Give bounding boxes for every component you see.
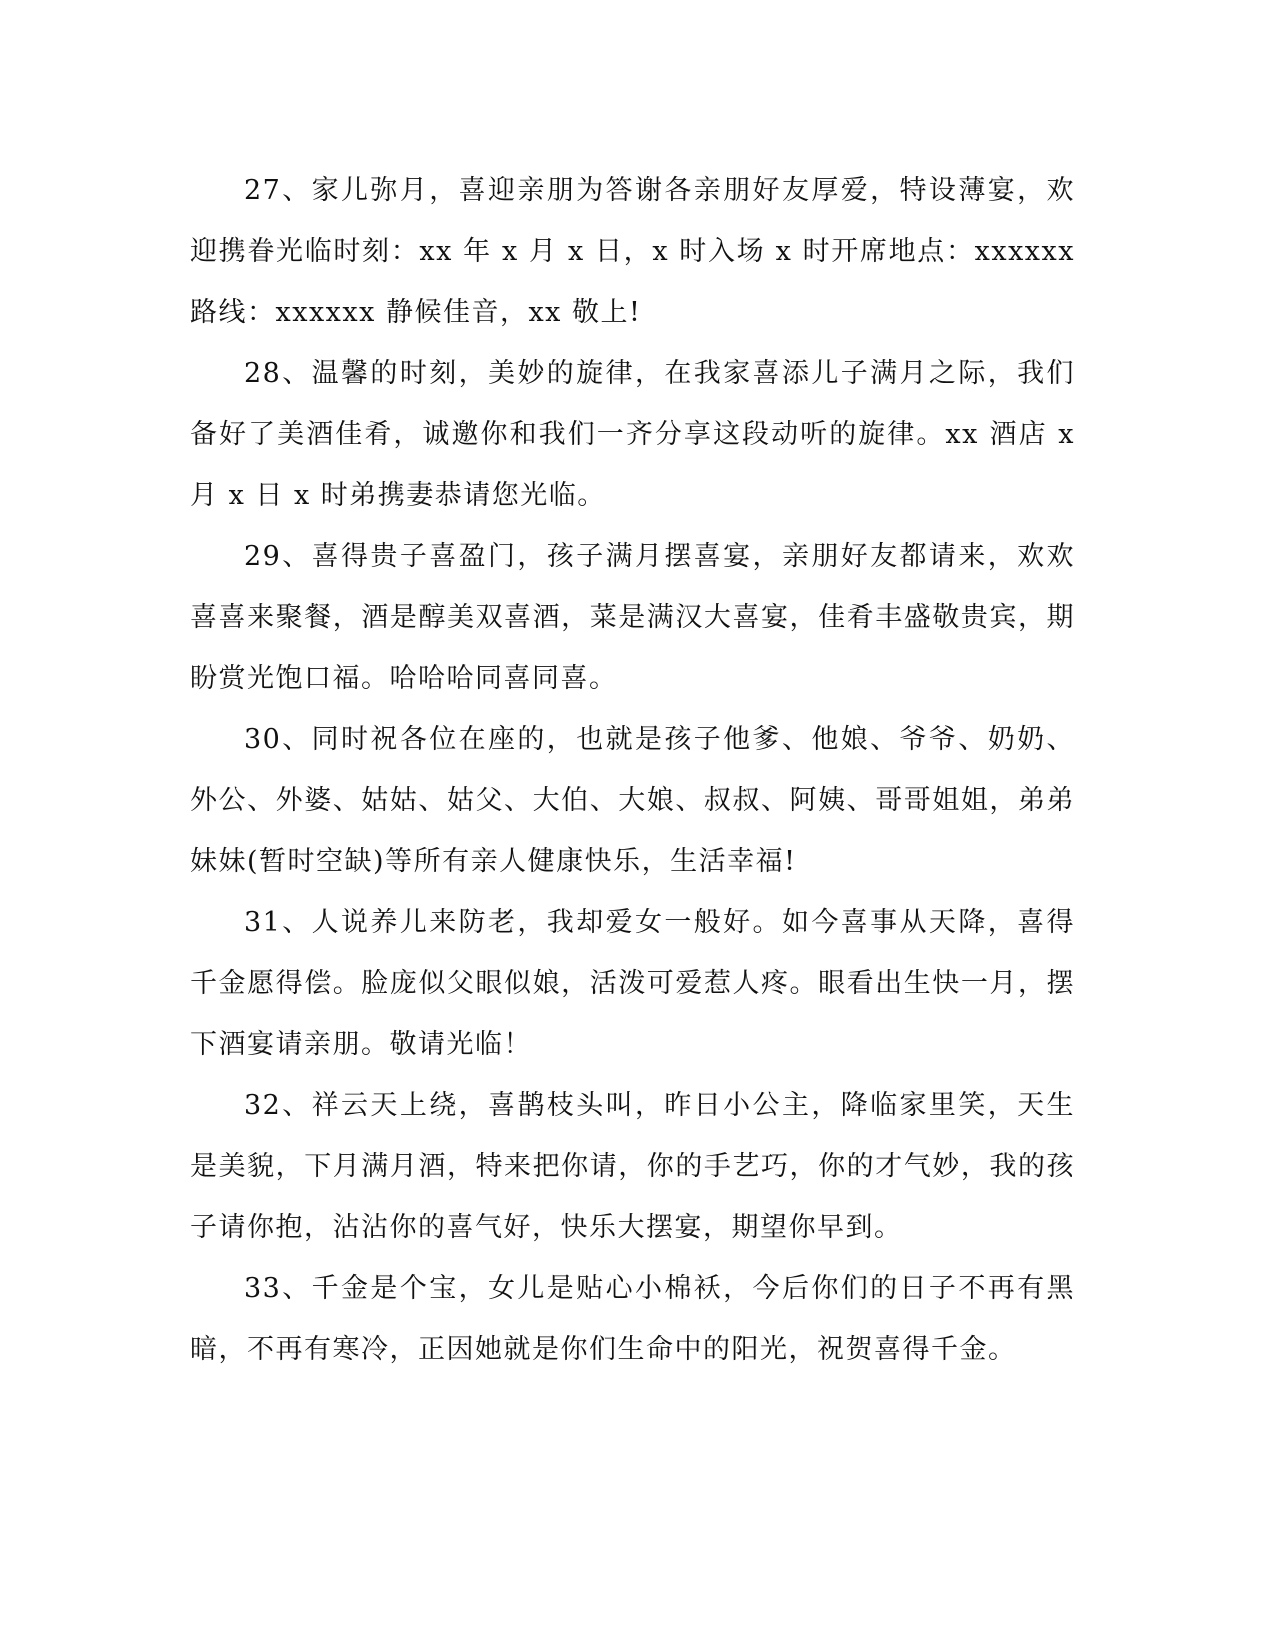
paragraph-29: 29、喜得贵子喜盈门，孩子满月摆喜宴，亲朋好友都请来，欢欢喜喜来聚餐，酒是醇美双喜酒，菜是满汉大喜宴，佳肴丰盛敬贵宾，期盼赏光饱口福。哈哈哈同喜同喜。 xyxy=(190,541,1075,694)
paragraph-28: 28、温馨的时刻，美妙的旋律，在我家喜添儿子满月之际，我们备好了美酒佳肴，诚邀你和我们一齐分享这段动听的旋律。xx 酒店 x 月 x 日 x 时弟携妻恭请您光临。 xyxy=(190,358,1075,511)
document-body xyxy=(190,160,1075,1380)
paragraph-30: 30、同时祝各位在座的，也就是孩子他爹、他娘、爷爷、奶奶、外公、外婆、姑姑、姑父、大伯、大娘、叔叔、阿姨、哥哥姐姐，弟弟妹妹(暂时空缺)等所有亲人健康快乐，生活幸福! xyxy=(190,724,1075,877)
paragraph-32: 32、祥云天上绕，喜鹊枝头叫，昨日小公主，降临家里笑，天生是美貌，下月满月酒，特来把你请，你的手艺巧，你的才气妙，我的孩子请你抱，沾沾你的喜气好，快乐大摆宴，期望你早到。 xyxy=(190,1090,1075,1243)
paragraph-33: 33、千金是个宝，女儿是贴心小棉袄，今后你们的日子不再有黑暗，不再有寒冷，正因她就是你们生命中的阳光，祝贺喜得千金。 xyxy=(190,1273,1075,1365)
paragraph-27: 27、家儿弥月，喜迎亲朋为答谢各亲朋好友厚爱，特设薄宴，欢迎携眷光临时刻：xx 年 x 月 x 日，x 时入场 x 时开席地点：xxxxxx 路线：xxxxxx 静候佳音，xx 敬上! xyxy=(190,175,1075,328)
paragraph-31: 31、人说养儿来防老，我却爱女一般好。如今喜事从天降，喜得千金愿得偿。脸庞似父眼似娘，活泼可爱惹人疼。眼看出生快一月，摆下酒宴请亲朋。敬请光临！ xyxy=(190,907,1075,1060)
